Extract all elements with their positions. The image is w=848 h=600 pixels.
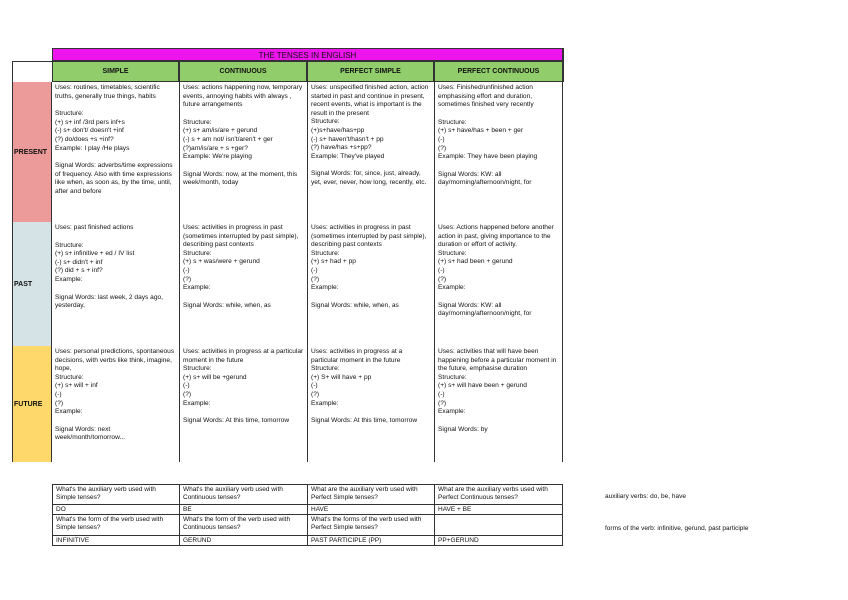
cell-line: (+) s+ had + pp [311, 258, 356, 266]
cell-line [183, 293, 304, 302]
cell-line: (+) s+ have/has + been + ger [438, 127, 524, 135]
cell-line: Example: We're playing [183, 153, 252, 161]
cell-line: Signal Words: next week/month/tomorrow... [55, 425, 125, 442]
cell-line: (+) s+ am/is/are + gerund [183, 127, 258, 135]
cell-line: Structure: [311, 249, 340, 257]
cell-line: Structure: [311, 118, 340, 126]
cell-line: Structure: [183, 249, 212, 257]
cell-line: (+)s+have/has+pp [311, 126, 365, 134]
cell-past-simple [52, 222, 179, 346]
cell-line: (?) [55, 399, 64, 407]
cell-line: (-) [311, 266, 318, 274]
header-perfect-continuous: PERFECT CONTINUOUS [434, 61, 563, 82]
cell-past-continuous [179, 222, 307, 346]
cell-line: (-) s+ don't/ doesn't +inf [55, 127, 124, 135]
cell-line: Uses: routines, timetables, scientific truths, generally true things, habits [55, 84, 160, 100]
cell-line: (+) s+ will + inf [55, 382, 98, 390]
side-note-form: forms of the verb: infinitive, gerund, past participle [605, 525, 749, 532]
cell-line: (?) [183, 275, 192, 283]
cell-line: (-) [438, 266, 445, 274]
cell-line: (-) [183, 382, 190, 390]
cell-line: Uses: personal predictions, spontaneous decisions, with verbs like think, imagine, hope, [55, 348, 175, 373]
row-label-past-text: PAST [14, 280, 33, 288]
cell-line: (?) have/has +s+pp? [311, 144, 372, 152]
cell-line: Structure: [438, 118, 467, 126]
cell-line: (?) [438, 144, 447, 152]
header-simple: SIMPLE [52, 61, 179, 82]
cell-line: Example: [183, 284, 211, 292]
cell-line: Uses: activities in progress in past (sometimes interrupted by past simple), describing past contexts [183, 224, 299, 249]
cell-line: Example: [311, 399, 339, 407]
cell-line [183, 408, 304, 417]
cell-line [438, 162, 559, 171]
cell-line: (+) s + was/were + gerund [183, 258, 260, 266]
cell-past-perfect-simple [307, 222, 434, 346]
answer-aux-perfect-continuous: HAVE + BE [438, 506, 472, 513]
cell-line: (+) S+ will have + pp [311, 373, 372, 381]
cell-line: Uses: actions happening now, temporary events, annoying habits with always , future arrangements [183, 84, 303, 109]
cell-line: (?) [438, 275, 447, 283]
answer-form-perfect-simple: PAST PARTICIPLE (PP) [311, 537, 382, 544]
cell-line: Signal Words: adverbs/time expressions of frequency. Also with time expressions like when, as soon as, by the time, until, after and before [55, 162, 173, 195]
cell-line: Signal Words: now, at the moment, this week/month, today [183, 170, 298, 187]
cell-line [55, 233, 176, 242]
cell-line [55, 417, 176, 426]
answer-form-simple: INFINITIVE [56, 537, 90, 544]
cell-present-simple [52, 82, 179, 222]
answer-aux-perfect-simple: HAVE [311, 506, 329, 513]
cell-line: Example: [183, 399, 211, 407]
cell-line: Uses: Finished/unfinished action emphasising effort and duration, sometimes finished very recently [438, 84, 534, 109]
cell-future-perfect-simple [307, 346, 434, 462]
answer-form-perfect-continuous: PP+GERUND [438, 537, 479, 544]
cell-line: Signal Words: KW: all day/morning/afternoon/night, for [438, 301, 532, 318]
cell-line: (?) [311, 390, 320, 398]
cell-line: Uses: activities in progress at a particular moment in the future [183, 348, 304, 364]
answer-aux-continuous: BE [183, 506, 192, 513]
cell-line: Structure: [311, 365, 340, 373]
cell-line: (?) [183, 390, 192, 398]
cell-present-continuous [179, 82, 307, 222]
cell-future-simple [52, 346, 179, 462]
question-form-perfect-simple: What's the forms of the verb used with Perfect Simple tenses? [311, 516, 422, 531]
answer-form-continuous: GERUND [183, 537, 212, 544]
grid-line [563, 48, 564, 82]
cell-line: (-) s + am not/ isn't/aren't + ger [183, 135, 273, 143]
cell-line: Uses: unspecified finished action, action started in past and continue in present, recent events, what is important is the result in the present [311, 84, 429, 117]
cell-line: Structure: [55, 241, 84, 249]
cell-present-perfect-simple [307, 82, 434, 222]
cell-line: Example: [438, 284, 466, 292]
cell-line: Structure: [55, 110, 84, 118]
cell-line: Signal Words: At this time, tomorrow [311, 417, 418, 425]
cell-line [438, 293, 559, 302]
cell-line: Uses: Actions happened before another action in past, giving importance to the duration or effort of activity. [438, 224, 554, 249]
cell-line: (+) s+ had been + gerund [438, 258, 513, 266]
cell-line: (-) [55, 390, 62, 398]
cell-line: (-) s+ didn't + inf [55, 258, 103, 266]
cell-past-perfect-continuous [434, 222, 563, 346]
row-label-present-text: PRESENT [14, 148, 48, 156]
table-title: THE TENSES IN ENGLISH [52, 48, 563, 61]
cell-line [438, 417, 559, 426]
header-continuous: CONTINUOUS [179, 61, 307, 82]
cell-line: Signal Words: KW: all day/morning/afternoon/night, for [438, 170, 532, 187]
row-label-future-text: FUTURE [14, 400, 43, 408]
cell-line [55, 101, 176, 110]
cell-line: Signal Words: for, since, just, already, yet, ever, never, how long, recently, etc. [311, 170, 427, 186]
question-form-simple: What's the form of the verb used with Simple tenses? [56, 516, 164, 531]
cell-line [55, 153, 176, 162]
cell-line: Uses: activities in progress at a particular moment in the future [311, 348, 403, 364]
cell-line: Example: [55, 408, 83, 416]
cell-line: (?) [311, 275, 320, 283]
cell-line: Signal Words: last week, 2 days ago, yesterday, [55, 293, 163, 310]
cell-line: (+) s+ infinitive + ed / IV list [55, 250, 135, 258]
row-label-future [12, 346, 52, 462]
cell-future-perfect-continuous [434, 346, 563, 462]
question-form-perfect-continuous [435, 515, 563, 535]
header-perfect-simple: PERFECT SIMPLE [307, 61, 434, 82]
cell-line: (?) do/does +s +inf? [55, 135, 114, 143]
question-aux-perfect-continuous: What are the auxiliary verbs used with Perfect Continuous tenses? [438, 486, 548, 501]
cell-line: Structure: [438, 249, 467, 257]
cell-line: Structure: [183, 118, 212, 126]
cell-line: (?) did + s + inf? [55, 267, 103, 275]
cell-line: (?)am/is/are + s +ger? [183, 144, 248, 152]
cell-line: (-) s+ haven't/hasn't + pp [311, 135, 384, 143]
cell-line: Example: [438, 408, 466, 416]
cell-line: (-) [311, 382, 318, 390]
cell-line: Example: [55, 275, 83, 283]
cell-present-perfect-continuous [434, 82, 563, 222]
cell-line [183, 162, 304, 171]
cell-line: Structure: [55, 373, 84, 381]
question-aux-perfect-simple: What are the auxiliary verb used with Perfect Simple tenses? [311, 486, 418, 501]
cell-line: Signal Words: by [438, 425, 488, 433]
cell-line [438, 110, 559, 119]
cell-line: Example: They have been playing [438, 153, 538, 161]
cell-line: (+) s+ inf /3rd pers inf+s [55, 118, 125, 126]
cell-line: Signal Words: while, when, as [183, 301, 271, 309]
cell-line: (?) [438, 399, 447, 407]
cell-line: (-) [438, 390, 445, 398]
cell-line [311, 408, 431, 417]
grid-line [12, 61, 52, 62]
cell-line: (-) [183, 266, 190, 274]
cell-line: Example: I play /He plays [55, 144, 130, 152]
question-form-continuous: What's the form of the verb used with Continuous tenses? [183, 516, 291, 531]
grid-line [12, 61, 13, 462]
row-label-past [12, 222, 52, 346]
cell-line: Example: They've played [311, 152, 385, 160]
question-aux-continuous: What's the auxiliary verb used with Continuous tenses? [183, 486, 283, 501]
side-note-aux: auxiliary verbs: do, be, have [605, 493, 686, 500]
cell-line: (+) s+ will be +gerund [183, 373, 247, 381]
cell-line: Uses: past finished actions [55, 224, 134, 231]
cell-line [311, 161, 431, 170]
cell-line: Structure: [183, 365, 212, 373]
question-aux-simple: What's the auxiliary verb used with Simple tenses? [56, 486, 156, 501]
cell-future-continuous [179, 346, 307, 462]
answer-aux-simple: DO [56, 506, 66, 513]
cell-line: Signal Words: At this time, tomorrow [183, 417, 290, 425]
cell-line: Uses: activities that will have been happening before a particular moment in the future, emphasise duration [438, 348, 557, 373]
cell-line: Signal Words: while, when, as [311, 301, 399, 309]
cell-line: Example: [311, 284, 339, 292]
cell-line: Uses: activities in progress in past (sometimes interrupted by past simple), describing past contexts [311, 224, 427, 249]
cell-line: Structure: [438, 373, 467, 381]
row-label-present [12, 82, 52, 222]
cell-line: (+) s+ will have been + gerund [438, 382, 527, 390]
cell-line [183, 110, 304, 119]
cell-line [55, 285, 176, 294]
cell-line [311, 293, 431, 302]
cell-line: (-) [438, 135, 445, 143]
